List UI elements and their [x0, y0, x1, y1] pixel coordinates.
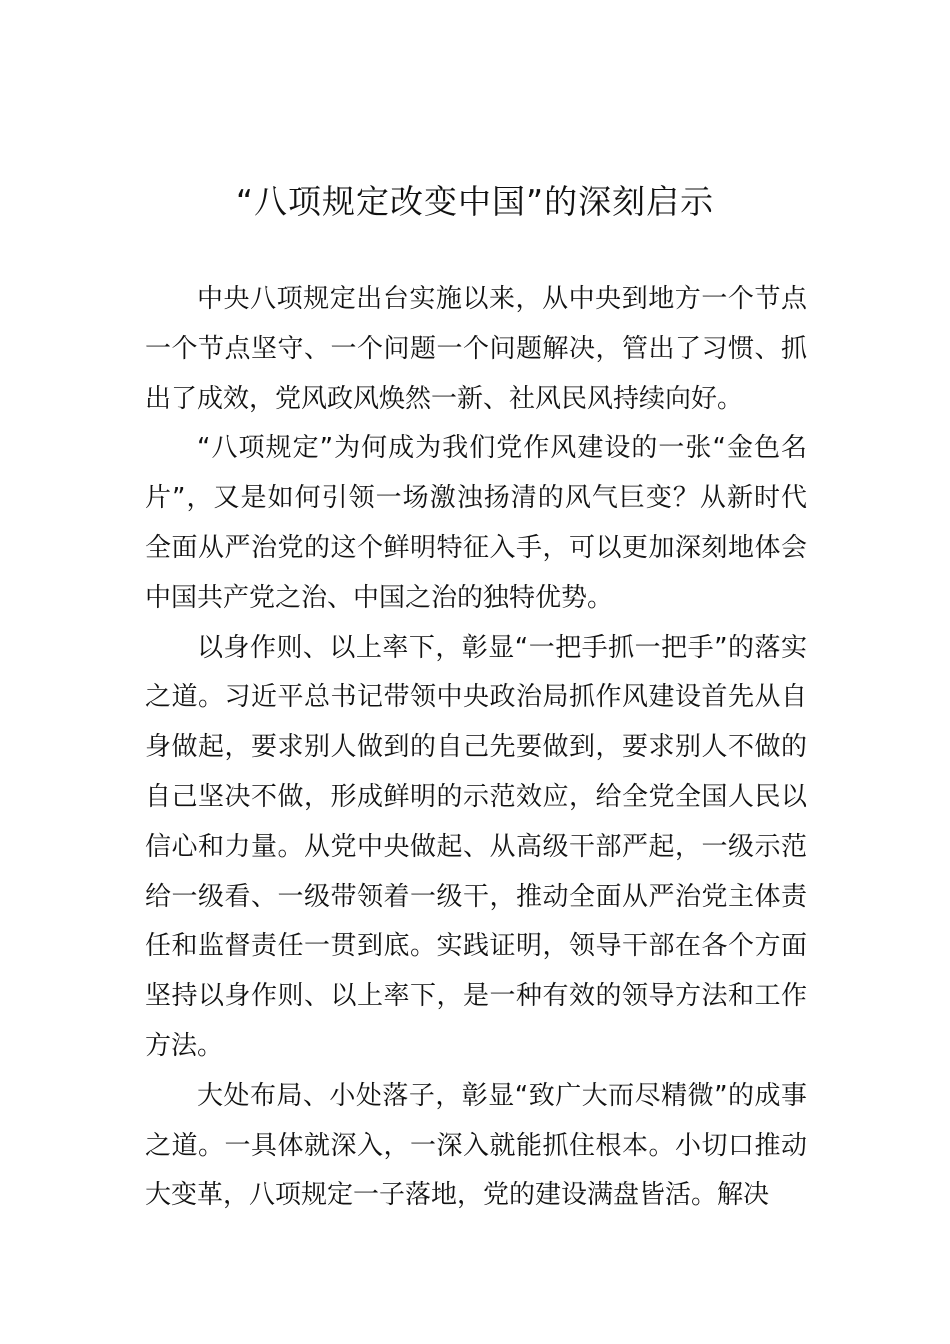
paragraph-1: 中央八项规定出台实施以来，从中央到地方一个节点一个节点坚守、一个问题一个问题解决，管出了习惯、抓出了成效，党风政风焕然一新、社风民风持续向好。	[145, 284, 807, 414]
paragraph-3: 以身作则、以上率下，彰显“一把手抓一把手”的落实之道。习近平总书记带领中央政治局抓作风建设首先从自身做起，要求别人做到的自己先要做到，要求别人不做的自己坚决不做，形成鲜明的示范效应，给全党全国人民以信心和力量。从党中央做起、从高级干部严起，一级示范给一级看、一级带领着一级干，推动全面从严治党主体责任和监督责任一贯到底。实践证明，领导干部在各个方面坚持以身作则、以上率下，是一种有效的领导方法和工作方法。	[145, 632, 807, 1061]
paragraph-2: “八项规定”为何成为我们党作风建设的一张“金色名片”，又是如何引领一场激浊扬清的风气巨变？从新时代全面从严治党的这个鲜明特征入手，可以更加深刻地体会中国共产党之治、中国之治的独特优势。	[145, 433, 807, 613]
document-title: “八项规定改变中国”的深刻启示	[235, 182, 715, 221]
document-body	[145, 275, 807, 1221]
paragraph-4: 大处布局、小处落子，彰显“致广大而尽精微”的成事之道。一具体就深入，一深入就能抓住根本。小切口推动大变革，八项规定一子落地，党的建设满盘皆活。解决	[145, 1080, 807, 1211]
